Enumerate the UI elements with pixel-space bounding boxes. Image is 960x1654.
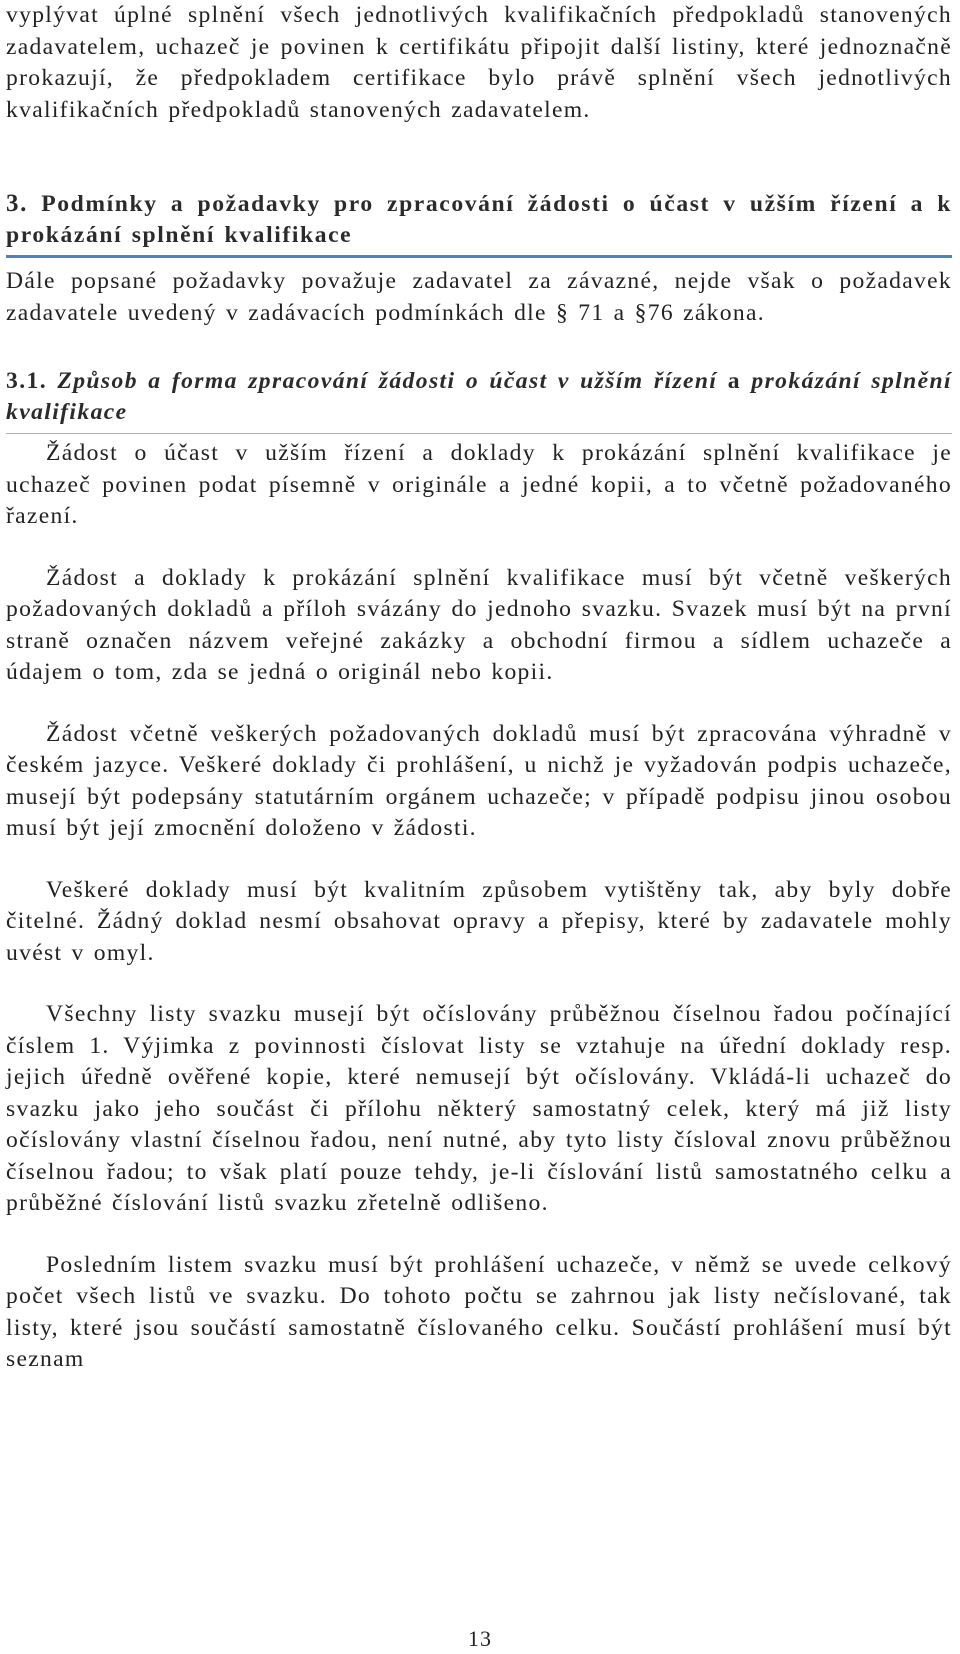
section-3-number: 3. <box>6 190 28 217</box>
section-3-1-heading <box>6 366 952 434</box>
section-3-1-heading-rule <box>6 433 952 434</box>
intro-paragraph: vyplývat úplné splnění všech jednotlivých kvalifikačních předpokladů stanovených zadavatelem, uchazeč je povinen k certifikátu připojit další listiny, které jednoznačně prokazují, že předpokladem certifikace bylo právě splnění všech jednotlivých kvalifikačních předpokladů stanovených zadavatelem. <box>6 2 952 123</box>
section-3-heading <box>6 189 952 258</box>
paragraph-2: Žádost a doklady k prokázání splnění kvalifikace musí být včetně veškerých požadovaných dokladů a příloh svázány do jednoho svazku. Svazek musí být na první straně označen názvem veřejné zakázky a obchodní firmou a sídlem uchazeče a údajem o tom, zda se jedná o originál nebo kopii. <box>6 564 952 685</box>
page-number: 13 <box>468 1626 492 1651</box>
section-3-title: Podmínky a požadavky pro zpracování žádosti o účast v užším řízení a k prokázání splnění kvalifikace <box>6 191 953 248</box>
paragraph-6: Posledním listem svazku musí být prohlášení uchazeče, v němž se uvede celkový počet všech listů ve svazku. Do tohoto počtu se zahrnou jak listy nečíslované, tak listy, které jsou součástí samostatně číslovaného celku. Součástí prohlášení musí být seznam <box>6 1251 952 1372</box>
section-3-1-title-tail: a <box>727 368 741 394</box>
section-3-1-title-block <box>6 366 952 427</box>
section-3-heading-rule <box>6 255 952 258</box>
paragraph-4: Veškeré doklady musí být kvalitním způsobem vytištěny tak, aby byly dobře čitelné. Žádný doklad nesmí obsahovat opravy a přepisy, které by zadavatele mohly uvést v omyl. <box>6 876 952 966</box>
page-content <box>6 0 952 1376</box>
section-3-1-title-line2: prokázání splnění kvalifikace <box>6 368 952 425</box>
paragraph-1: Žádost o účast v užším řízení a doklady k prokázání splnění kvalifikace je uchazeč povinen podat písemně v originále a jedné kopii, a to včetně požadovaného řazení. <box>6 440 952 529</box>
paragraph-3: Žádost včetně veškerých požadovaných dokladů musí být zpracována výhradně v českém jazyce. Veškeré doklady či prohlášení, u nichž je vyžadován podpis uchazeče, musejí být podepsány statutárním orgánem uchazeče; v případě podpisu jinou osobou musí být její zmocnění doloženo v žádosti. <box>6 720 952 841</box>
section-3-title-block <box>6 189 952 250</box>
section-3-1-title: Způsob a forma zpracování žádosti o účast v užším řízení <box>57 368 718 394</box>
section-3-paragraph: Dále popsané požadavky považuje zadavatel za závazné, nejde však o požadavek zadavatele uvedený v zadávacích podmínkách dle § 71 a §76 zákona. <box>6 268 952 326</box>
paragraph-5: Všechny listy svazku musejí být očíslovány průběžnou číselnou řadou počínající číslem 1. Výjimka z povinnosti číslovat listy se vztahuje na úřední doklady resp. jejich úředně ověřené kopie, které nemusejí být očíslovány. Vkládá-li uchazeč do svazku jako jeho součást či přílohu některý samostatný celek, který má již listy očíslovány vlastní číselnou řadou, není nutné, aby tyto listy čísloval znovu průběžnou číselnou řadou; to však platí pouze tehdy, je-li číslování listů samostatného celku a průběžné číslování listů svazku zřetelně odlišeno. <box>6 1001 952 1216</box>
section-3-1-number: 3.1. <box>6 368 47 394</box>
